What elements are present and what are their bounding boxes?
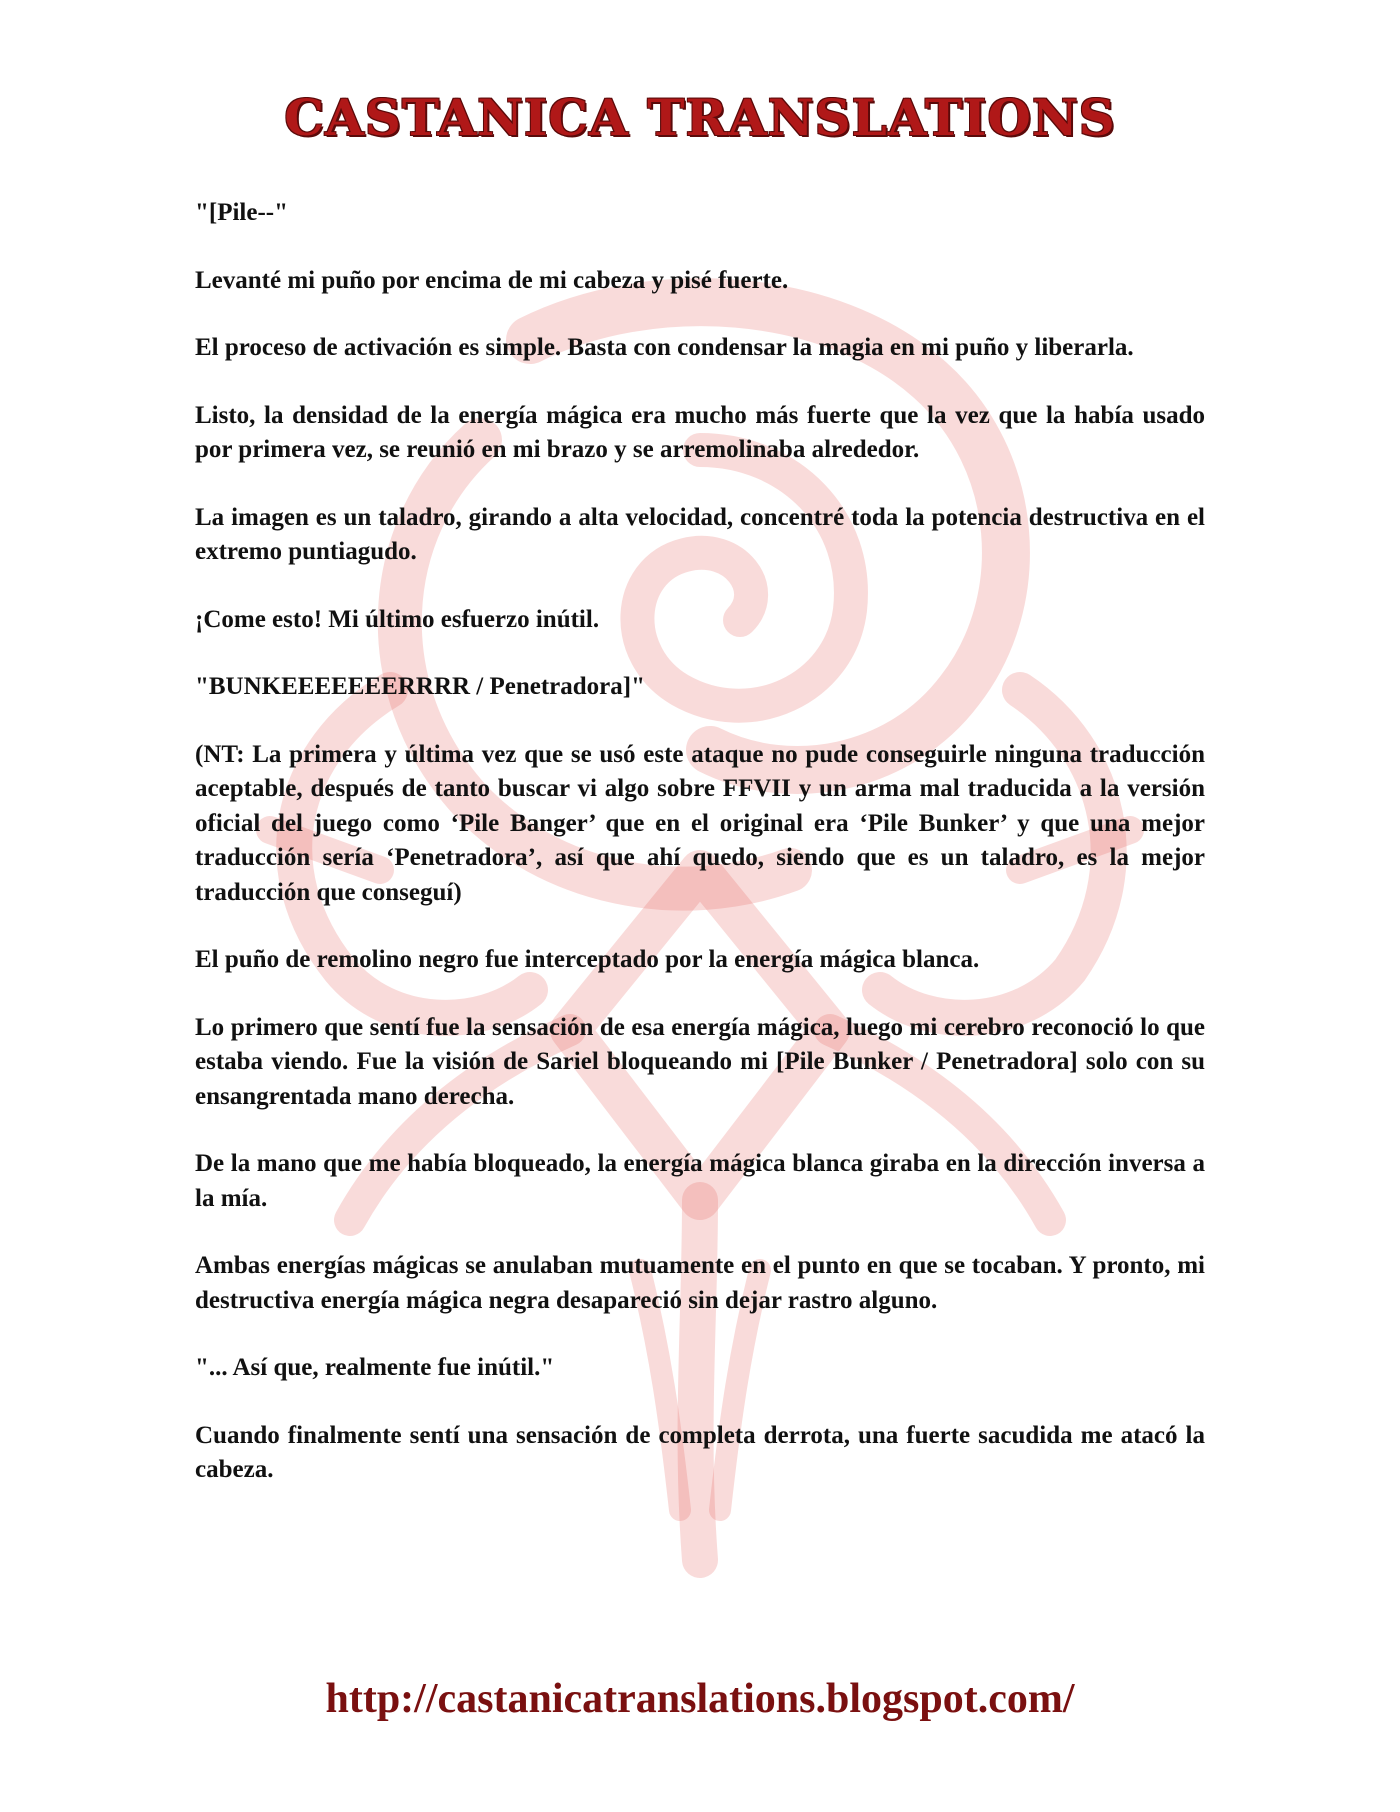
paragraph: Levanté mi puño por encima de mi cabeza y pisé fuerte.	[195, 266, 789, 294]
paragraph: "[Pile--"	[195, 199, 288, 226]
paragraph: "BUNKEEEEEEERRRR / Penetradora]"	[195, 673, 645, 700]
site-title: CASTANICA TRANSLATIONS	[284, 88, 1116, 147]
paragraph: El proceso de activación es simple. Basta con condensar la magia en mi puño y liberarla.	[195, 334, 1134, 361]
paragraph: Ambas energías mágicas se anulaban mutuamente en el punto en que se tocaban. Y pronto, mi destructiva energía mágica negra desapareció sin dejar rastro alguno.	[195, 1252, 1205, 1314]
paragraph: El puño de remolino negro fue interceptado por la energía mágica blanca.	[195, 946, 980, 973]
paragraph: "... Así que, realmente fue inútil."	[195, 1354, 555, 1381]
paragraph: Lo primero que sentí fue la sensación de esa energía mágica, luego mi cerebro reconoció lo que estaba viendo. Fue la visión de Sariel bloqueando mi [Pile Bunker / Penetradora] solo con su ensangrentada mano derecha.	[195, 1013, 1205, 1110]
chapter-text	[195, 196, 1205, 1521]
paragraph: ¡Come esto! Mi último esfuerzo inútil.	[195, 605, 600, 633]
paragraph: Cuando finalmente sentí una sensación de completa derrota, una fuerte sacudida me atacó la cabeza.	[195, 1421, 1205, 1483]
paragraph: De la mano que me había bloqueado, la energía mágica blanca giraba en la dirección inversa a la mía.	[195, 1150, 1205, 1212]
paragraph: Listo, la densidad de la energía mágica era mucho más fuerte que la vez que la había usado por primera vez, se reunió en mi brazo y se arremolinaba alrededor.	[195, 401, 1205, 463]
paragraph: La imagen es un taladro, girando a alta velocidad, concentré toda la potencia destructiva en el extremo puntiagudo.	[195, 503, 1205, 565]
blog-url-link[interactable]: http://castanicatranslations.blogspot.com/	[325, 1676, 1075, 1722]
translator-note: (NT: La primera y última vez que se usó este ataque no pude conseguirle ninguna traducción aceptable, después de tanto buscar vi algo sobre FFVII y un arma mal traducida a la versión oficial del juego como ‘Pile Banger’ que en el original era ‘Pile Bunker’ y que una mejor traducción sería ‘Penetradora’, así que ahí quedo, siendo que es un taladro, es la mejor traducción que conseguí)	[195, 740, 1205, 906]
